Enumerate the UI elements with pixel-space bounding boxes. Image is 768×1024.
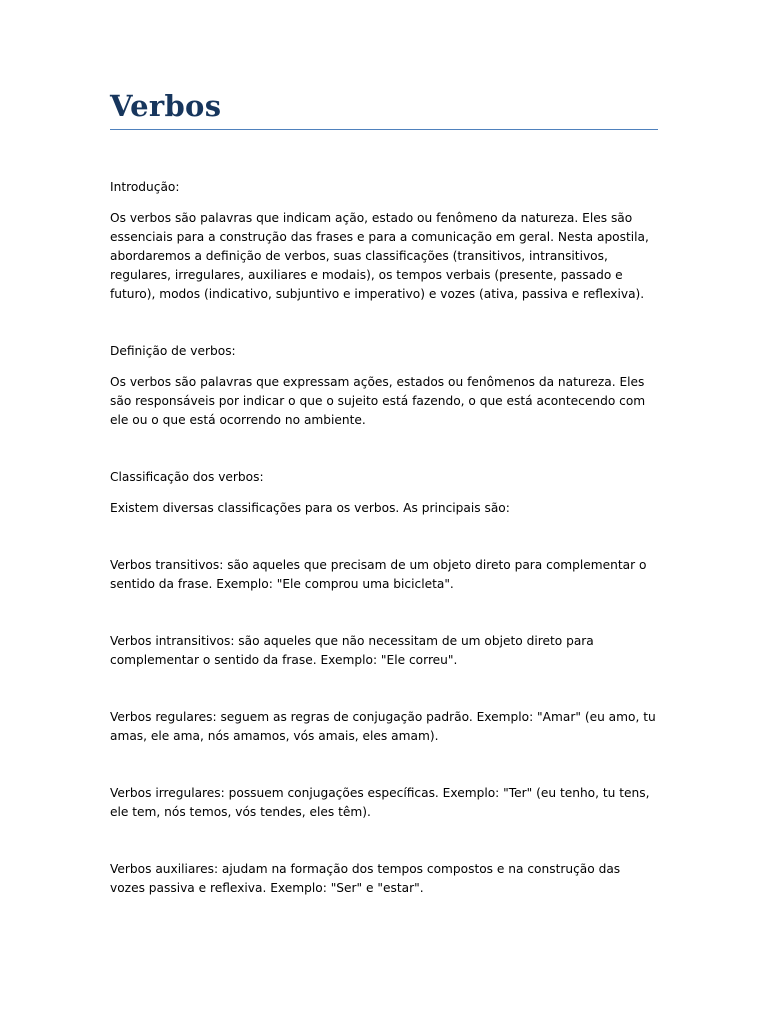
list-item-regulares: Verbos regulares: seguem as regras de conjugação padrão. Exemplo: "Amar" (eu amo, tu amas, ele ama, nós amamos, vós amais, eles amam). [110,710,656,743]
section-heading-classificacao: Classificação dos verbos: [110,470,264,484]
list-item-intransitivos: Verbos intransitivos: são aqueles que não necessitam de um objeto direto para complementar o sentido da frase. Exemplo: "Ele correu". [110,634,594,667]
paragraph-introducao: Os verbos são palavras que indicam ação, estado ou fenômeno da natureza. Eles são essenciais para a construção das frases e para a comunicação em geral. Nesta apostila, abordaremos a definição de verbos, suas classificações (transitivos, intransitivos, regulares, irregulares, auxiliares e modais), os tempos verbais (presente, passado e futuro), modos (indicativo, subjuntivo e imperativo) e vozes (ativa, passiva e reflexiva). [110,211,649,301]
section-heading-introducao: Introdução: [110,180,180,194]
document-body [110,178,658,898]
title-underline-rule [110,129,658,130]
list-item-transitivos: Verbos transitivos: são aqueles que precisam de um objeto direto para complementar o sentido da frase. Exemplo: "Ele comprou uma bicicleta". [110,558,647,591]
paragraph-classificacao-intro: Existem diversas classificações para os verbos. As principais são: [110,501,510,515]
list-item-irregulares: Verbos irregulares: possuem conjugações específicas. Exemplo: "Ter" (eu tenho, tu tens, ele tem, nós temos, vós tendes, eles têm). [110,786,650,819]
section-heading-definicao: Definição de verbos: [110,344,236,358]
document-title: Verbos [110,89,222,123]
list-item-auxiliares: Verbos auxiliares: ajudam na formação dos tempos compostos e na construção das vozes passiva e reflexiva. Exemplo: "Ser" e "estar". [110,862,621,895]
paragraph-definicao: Os verbos são palavras que expressam ações, estados ou fenômenos da natureza. Eles são responsáveis por indicar o que o sujeito está fazendo, o que está acontecendo com ele ou o que está ocorrendo no ambiente. [110,375,646,427]
